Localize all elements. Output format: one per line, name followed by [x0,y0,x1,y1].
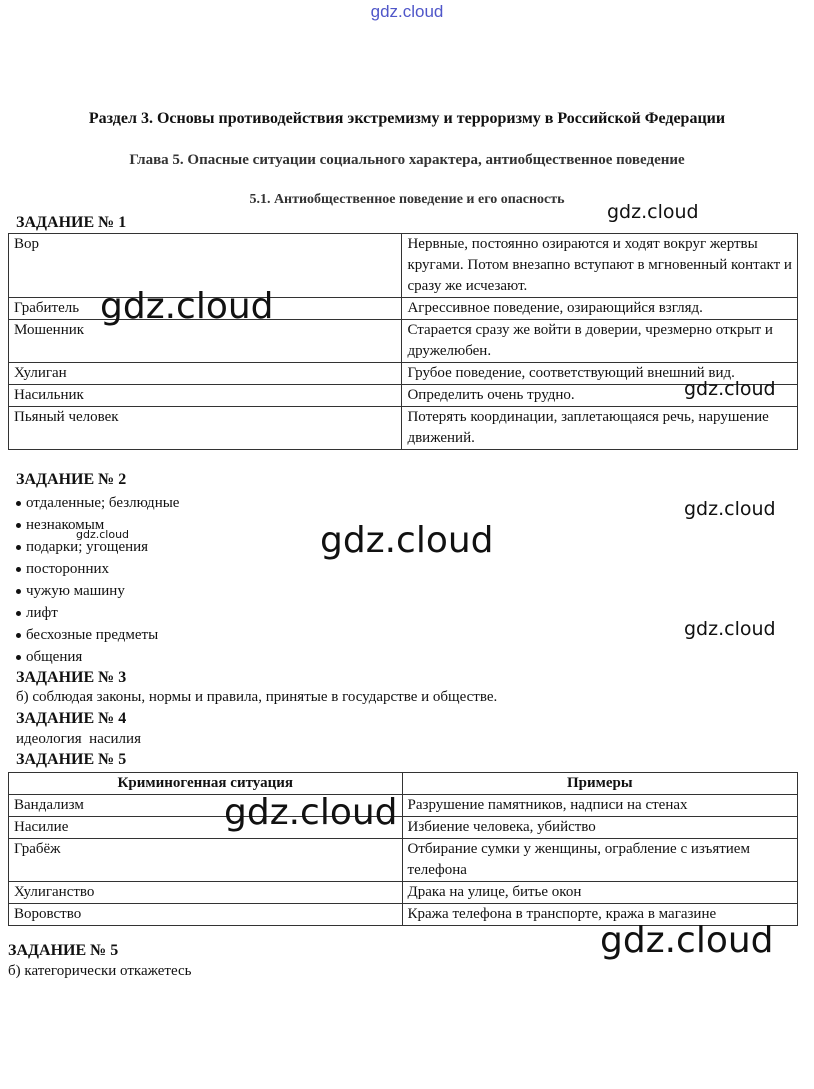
row-label: Вандализм [9,795,403,817]
row-label: Вор [9,234,402,298]
task3-heading: ЗАДАНИЕ № 3 [16,669,127,686]
section-title: Раздел 3. Основы противодействия экстремизму и терроризму в Российской Федерации [88,110,726,127]
row-value: Грубое поведение, соответствующий внешний вид. [402,363,798,385]
watermark: gdz.cloud [320,520,494,561]
task5-table [8,772,798,926]
table-row [9,795,798,817]
list-item-text: подарки; угощения [26,539,149,555]
list-item-text: посторонних [26,561,109,577]
watermark: gdz.cloud [684,498,776,520]
task5-column-examples: Примеры [402,773,797,795]
row-label: Хулиган [9,363,402,385]
task1-table [8,233,798,450]
bullet-icon [16,501,21,506]
table-row [9,882,798,904]
list-item [16,646,179,668]
bullet-icon [16,611,21,616]
task2-heading: ЗАДАНИЕ № 2 [16,471,127,488]
task5-column-situation: Криминогенная ситуация [9,773,403,795]
table-row [9,839,798,882]
row-value: Агрессивное поведение, озирающийся взгляд. [402,298,798,320]
bullet-icon [16,523,21,528]
task2-list [16,492,179,668]
row-value: Отбирание сумки у женщины, ограбление с изъятием телефона [402,839,797,882]
watermark: gdz.cloud [600,920,774,961]
list-item [16,558,179,580]
bullet-icon [16,567,21,572]
list-item [16,492,179,514]
task5-heading: ЗАДАНИЕ № 5 [16,751,127,768]
bullet-icon [16,545,21,550]
task1-heading: ЗАДАНИЕ № 1 [16,214,127,231]
watermark: gdz.cloud [100,286,274,327]
row-label: Насилие [9,817,403,839]
row-value: Определить очень трудно. [402,385,798,407]
task6-heading: ЗАДАНИЕ № 5 [8,942,119,959]
list-item-text: общения [26,649,83,665]
task4-answer: идеология насилия [16,731,141,747]
task6-answer: б) категорически откажетесь [8,963,192,979]
top-watermark: gdz.cloud [370,2,444,21]
table-row [9,407,798,450]
row-value: Потерять координации, заплетающаяся речь, нарушение движений. [402,407,798,450]
table-row [9,385,798,407]
list-item [16,602,179,624]
row-label: Мошенник [9,320,402,363]
bullet-icon [16,633,21,638]
list-item-text: отдаленные; безлюдные [26,495,180,511]
watermark: gdz.cloud [607,201,699,223]
row-value: Разрушение памятников, надписи на стенах [402,795,797,817]
task4-heading: ЗАДАНИЕ № 4 [16,710,127,727]
row-label: Грабитель [9,298,402,320]
table-row [9,817,798,839]
row-label: Хулиганство [9,882,403,904]
list-item-text: чужую машину [26,583,125,599]
table-row [9,363,798,385]
row-label: Воровство [9,904,403,926]
row-value: Кража телефона в транспорте, кража в магазине [402,904,797,926]
list-item [16,580,179,602]
row-label: Грабёж [9,839,403,882]
row-value: Нервные, постоянно озираются и ходят вокруг жертвы кругами. Потом внезапно вступают в мгновенный контакт и сразу же исчезают. [402,234,798,298]
row-value: Старается сразу же войти в доверии, чрезмерно открыт и дружелюбен. [402,320,798,363]
watermark: gdz.cloud [76,528,130,541]
watermark: gdz.cloud [684,378,776,400]
list-item-text: бесхозные предметы [26,627,159,643]
task3-answer: б) соблюдая законы, нормы и правила, принятые в государстве и обществе. [16,689,498,705]
list-item-text: незнакомым [26,517,105,533]
bullet-icon [16,589,21,594]
watermark: gdz.cloud [684,618,776,640]
chapter-title: Глава 5. Опасные ситуации социального характера, антиобщественное поведение [129,152,685,168]
row-label: Насильник [9,385,402,407]
row-value: Избиение человека, убийство [402,817,797,839]
list-item [16,624,179,646]
subsection-title: 5.1. Антиобщественное поведение и его опасность [249,192,565,207]
list-item-text: лифт [26,605,58,621]
bullet-icon [16,655,21,660]
row-label: Пьяный человек [9,407,402,450]
row-value: Драка на улице, битье окон [402,882,797,904]
watermark: gdz.cloud [224,792,398,833]
